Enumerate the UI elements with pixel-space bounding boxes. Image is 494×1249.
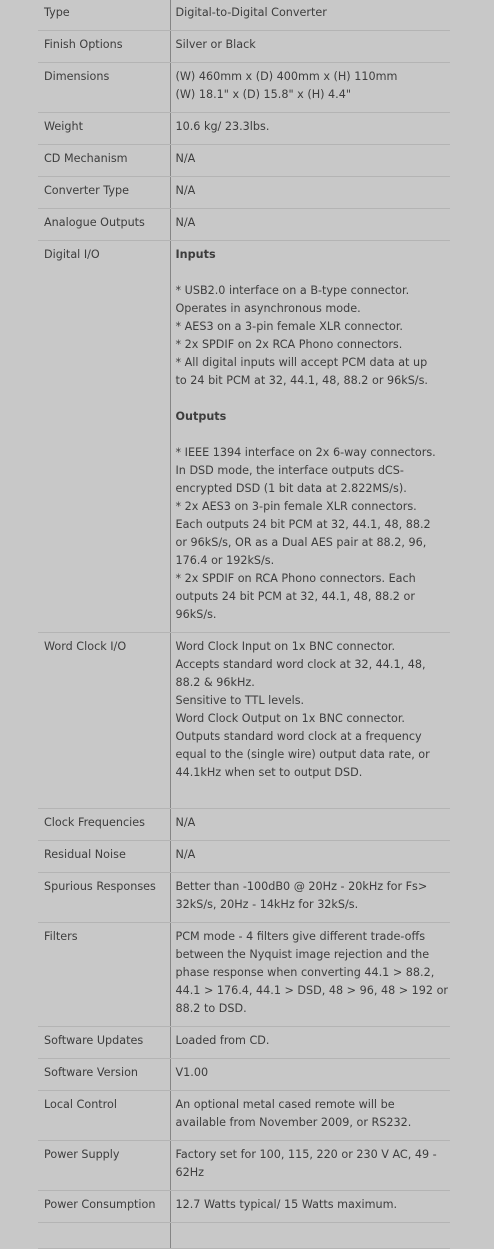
table-end-row xyxy=(38,1223,450,1249)
spec-value-line: 44.1kHz when set to output DSD. xyxy=(175,766,363,779)
spec-value-line: * IEEE 1394 interface on 2x 6-way connectors. xyxy=(175,446,436,459)
spec-label: Power Consumption xyxy=(38,1191,170,1223)
spec-label: Word Clock I/O xyxy=(38,633,170,809)
spec-label: Weight xyxy=(38,113,170,145)
spec-label: Analogue Outputs xyxy=(38,209,170,241)
spec-value-line: N/A xyxy=(175,848,196,861)
spec-row xyxy=(38,809,450,841)
spec-value-line: V1.00 xyxy=(175,1066,209,1079)
spec-value xyxy=(170,209,450,241)
spec-value-line: between the Nyquist image rejection and the xyxy=(175,948,430,961)
spec-row xyxy=(38,1091,450,1141)
spec-value xyxy=(170,1027,450,1059)
spec-value-line: or 96kS/s, OR as a Dual AES pair at 88.2, 96, xyxy=(175,536,427,549)
row-spacer xyxy=(176,782,445,800)
spec-label: Filters xyxy=(38,923,170,1027)
spec-value-line: Word Clock Input on 1x BNC connector. xyxy=(175,640,396,653)
spec-row xyxy=(38,177,450,209)
spec-row xyxy=(38,841,450,873)
spec-value-line: equal to the (single wire) output data rate, or xyxy=(175,748,430,761)
spec-value-line: (W) 460mm x (D) 400mm x (H) 110mm xyxy=(175,70,398,83)
spec-value-line: Digital-to-Digital Converter xyxy=(175,6,327,19)
spec-label: Digital I/O xyxy=(38,241,170,633)
spec-value-line: Sensitive to TTL levels. xyxy=(175,694,305,707)
spec-value xyxy=(170,1059,450,1091)
spec-value-line: Factory set for 100, 115, 220 or 230 V AC, 49 - xyxy=(175,1148,437,1161)
spec-label: Power Supply xyxy=(38,1141,170,1191)
spec-value-line: 10.6 kg/ 23.3lbs. xyxy=(175,120,270,133)
spec-row xyxy=(38,633,450,809)
spec-value xyxy=(170,1191,450,1223)
spec-value-line: * All digital inputs will accept PCM data at up xyxy=(175,356,428,369)
spec-row xyxy=(38,209,450,241)
table-end-cell xyxy=(170,1223,450,1249)
spec-value-line: PCM mode - 4 filters give different trade-offs xyxy=(175,930,426,943)
spec-value-line: * AES3 on a 3-pin female XLR connector. xyxy=(175,320,403,333)
spec-label: Finish Options xyxy=(38,31,170,63)
spec-label: Residual Noise xyxy=(38,841,170,873)
spec-row xyxy=(38,63,450,113)
spec-value-line: 88.2 to DSD. xyxy=(175,1002,247,1015)
spec-row xyxy=(38,923,450,1027)
spec-value-line: to 24 bit PCM at 32, 44.1, 48, 88.2 or 96kS/s. xyxy=(175,374,428,387)
spec-row xyxy=(38,113,450,145)
spec-page xyxy=(38,0,450,1249)
spec-value-line: N/A xyxy=(175,216,196,229)
spec-value xyxy=(170,113,450,145)
spec-value-line: Better than -100dB0 @ 20Hz - 20kHz for Fs> xyxy=(175,880,428,893)
spec-value xyxy=(170,809,450,841)
spec-label: Spurious Responses xyxy=(38,873,170,923)
spec-value-line: Accepts standard word clock at 32, 44.1, 48, xyxy=(175,658,426,671)
spec-row xyxy=(38,873,450,923)
spec-value-line: 44.1 > 176.4, 44.1 > DSD, 48 > 96, 48 > 192 or xyxy=(175,984,449,997)
spec-value-line: 32kS/s, 20Hz - 14kHz for 32kS/s. xyxy=(175,898,359,911)
spec-row xyxy=(38,0,450,31)
spec-value-line: Each outputs 24 bit PCM at 32, 44.1, 48, 88.2 xyxy=(175,518,431,531)
spec-value-line: 176.4 or 192kS/s. xyxy=(175,554,275,567)
spec-value-line: 96kS/s. xyxy=(175,608,217,621)
spec-value-line: Outputs standard word clock at a frequency xyxy=(175,730,422,743)
spec-row xyxy=(38,1191,450,1223)
spec-value xyxy=(170,0,450,31)
spec-subheading: Inputs xyxy=(175,248,216,261)
spec-value-line: * USB2.0 interface on a B-type connector. xyxy=(175,284,410,297)
spec-value-line: Silver or Black xyxy=(175,38,256,51)
spec-value-line: N/A xyxy=(175,816,196,829)
spec-value-line: Word Clock Output on 1x BNC connector. xyxy=(175,712,405,725)
spec-label: Software Version xyxy=(38,1059,170,1091)
spec-value-line: 12.7 Watts typical/ 15 Watts maximum. xyxy=(175,1198,398,1211)
spec-label: Converter Type xyxy=(38,177,170,209)
spec-value xyxy=(170,63,450,113)
spec-value-line: Loaded from CD. xyxy=(175,1034,270,1047)
spec-label: Local Control xyxy=(38,1091,170,1141)
spec-value-line: (W) 18.1" x (D) 15.8" x (H) 4.4" xyxy=(175,88,351,101)
spec-label: Type xyxy=(38,0,170,31)
spec-value xyxy=(170,145,450,177)
spec-value-line: encrypted DSD (1 bit data at 2.822MS/s). xyxy=(175,482,407,495)
spec-value-line: 62Hz xyxy=(175,1166,205,1179)
spec-label: Software Updates xyxy=(38,1027,170,1059)
spec-row xyxy=(38,241,450,633)
spec-label: Dimensions xyxy=(38,63,170,113)
spec-row xyxy=(38,31,450,63)
spec-row xyxy=(38,145,450,177)
spec-value-line: phase response when converting 44.1 > 88.2, xyxy=(175,966,435,979)
spec-value xyxy=(170,873,450,923)
spec-label: CD Mechanism xyxy=(38,145,170,177)
spec-value-line: An optional metal cased remote will be xyxy=(175,1098,395,1111)
group-spacer xyxy=(176,390,445,408)
spec-value-line: N/A xyxy=(175,152,196,165)
spec-row xyxy=(38,1059,450,1091)
spec-value-line: In DSD mode, the interface outputs dCS- xyxy=(175,464,404,477)
table-end-cell xyxy=(38,1223,170,1249)
spec-value xyxy=(170,841,450,873)
spec-value-line: Operates in asynchronous mode. xyxy=(175,302,361,315)
spec-value xyxy=(170,923,450,1027)
spec-value-line: outputs 24 bit PCM at 32, 44.1, 48, 88.2 or xyxy=(175,590,415,603)
spec-subheading: Outputs xyxy=(175,410,227,423)
spec-value-line: N/A xyxy=(175,184,196,197)
spec-value xyxy=(170,1091,450,1141)
spec-value xyxy=(170,633,450,809)
spec-table-body xyxy=(38,0,450,1249)
spec-value-line: * 2x AES3 on 3-pin female XLR connectors. xyxy=(175,500,417,513)
spec-value xyxy=(170,177,450,209)
spec-label: Clock Frequencies xyxy=(38,809,170,841)
spec-table xyxy=(38,0,450,1249)
spec-value xyxy=(170,31,450,63)
spec-row xyxy=(38,1027,450,1059)
spec-value xyxy=(170,241,450,633)
spec-value-line: available from November 2009, or RS232. xyxy=(175,1116,412,1129)
spec-value-line: * 2x SPDIF on 2x RCA Phono connectors. xyxy=(175,338,403,351)
spec-value-line: * 2x SPDIF on RCA Phono connectors. Each xyxy=(175,572,416,585)
spec-value-line: 88.2 & 96kHz. xyxy=(175,676,255,689)
